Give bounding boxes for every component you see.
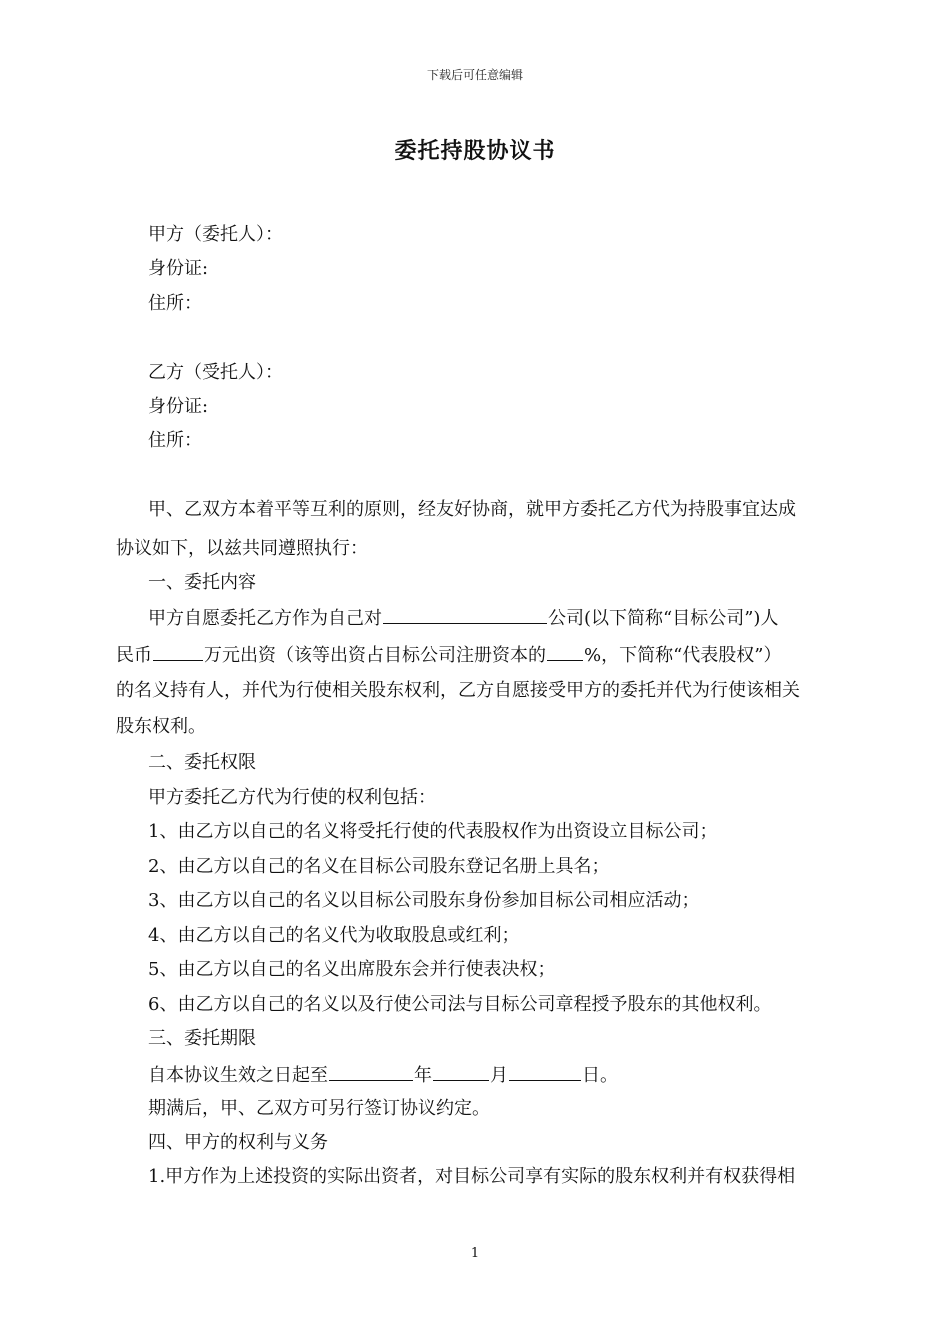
section-1-line-1 [148, 605, 778, 631]
section-1-heading: 一、委托内容 [148, 572, 256, 593]
company-name-blank[interactable] [383, 605, 547, 624]
party-b-id-label: 身份证: [148, 396, 209, 417]
end-month-blank[interactable] [433, 1062, 489, 1081]
section-2-item-4: 4、由乙方以自己的名义代为收取股息或红利； [148, 925, 520, 946]
section-2-item-1: 1、由乙方以自己的名义将受托行使的代表股权作为出资设立目标公司； [148, 821, 718, 842]
section-1-line-2 [116, 642, 782, 668]
section-1-line-1-text-b: 公司(以下简称“目标公司”)人 [548, 608, 779, 629]
header-note: 下载后可任意编辑 [426, 68, 523, 82]
section-1-line-3: 的名义持有人，并代为行使相关股东权利，乙方自愿接受甲方的委托并代为行使该相关 [116, 680, 800, 701]
section-1-line-2-text-b: 万元出资（该等出资占目标公司注册资本的 [204, 645, 546, 666]
preamble-line-2: 协议如下，以兹共同遵照执行： [116, 538, 368, 559]
party-b-label: 乙方（受托人）： [148, 362, 283, 383]
section-3-line-1 [148, 1062, 618, 1088]
section-2-item-2: 2、由乙方以自己的名义在目标公司股东登记名册上具名； [148, 856, 610, 877]
share-percentage-blank[interactable] [547, 642, 583, 661]
section-1-line-4: 股东权利。 [116, 716, 206, 737]
section-3-heading: 三、委托期限 [148, 1028, 256, 1049]
section-4-line-1: 1.甲方作为上述投资的实际出资者，对目标公司享有实际的股东权利并有权获得相 [148, 1166, 796, 1187]
document-title: 委托持股协议书 [394, 139, 556, 164]
party-a-id-label: 身份证: [148, 258, 209, 279]
section-1-line-2-text-c: %，下简称“代表股权”） [584, 645, 782, 666]
party-b-address-label: 住所： [148, 430, 202, 451]
section-3-month-label: 月 [490, 1065, 508, 1086]
section-3-line-2: 期满后，甲、乙双方可另行签订协议约定。 [148, 1098, 490, 1119]
section-3-line-1-text-a: 自本协议生效之日起至 [148, 1065, 328, 1086]
section-3-year-label: 年 [414, 1065, 432, 1086]
end-year-blank[interactable] [329, 1062, 413, 1081]
page-number: 1 [470, 1246, 480, 1261]
section-3-day-label: 日。 [582, 1065, 618, 1086]
section-2-item-3: 3、由乙方以自己的名义以目标公司股东身份参加目标公司相应活动； [148, 890, 700, 911]
party-a-label: 甲方（委托人）： [148, 224, 283, 245]
party-a-address-label: 住所： [148, 293, 202, 314]
end-day-blank[interactable] [509, 1062, 581, 1081]
section-1-line-1-text-a: 甲方自愿委托乙方作为自己对 [148, 608, 382, 629]
section-2-intro: 甲方委托乙方代为行使的权利包括： [148, 787, 436, 808]
section-1-line-2-text-a: 民币 [116, 645, 152, 666]
preamble-line-1: 甲、乙双方本着平等互利的原则，经友好协商，就甲方委托乙方代为持股事宜达成 [148, 499, 796, 520]
section-2-heading: 二、委托权限 [148, 752, 256, 773]
section-2-item-6: 6、由乙方以自己的名义以及行使公司法与目标公司章程授予股东的其他权利。 [148, 994, 772, 1015]
section-4-heading: 四、甲方的权利与义务 [148, 1132, 328, 1153]
section-2-item-5: 5、由乙方以自己的名义出席股东会并行使表决权； [148, 959, 556, 980]
investment-amount-blank[interactable] [153, 642, 203, 661]
